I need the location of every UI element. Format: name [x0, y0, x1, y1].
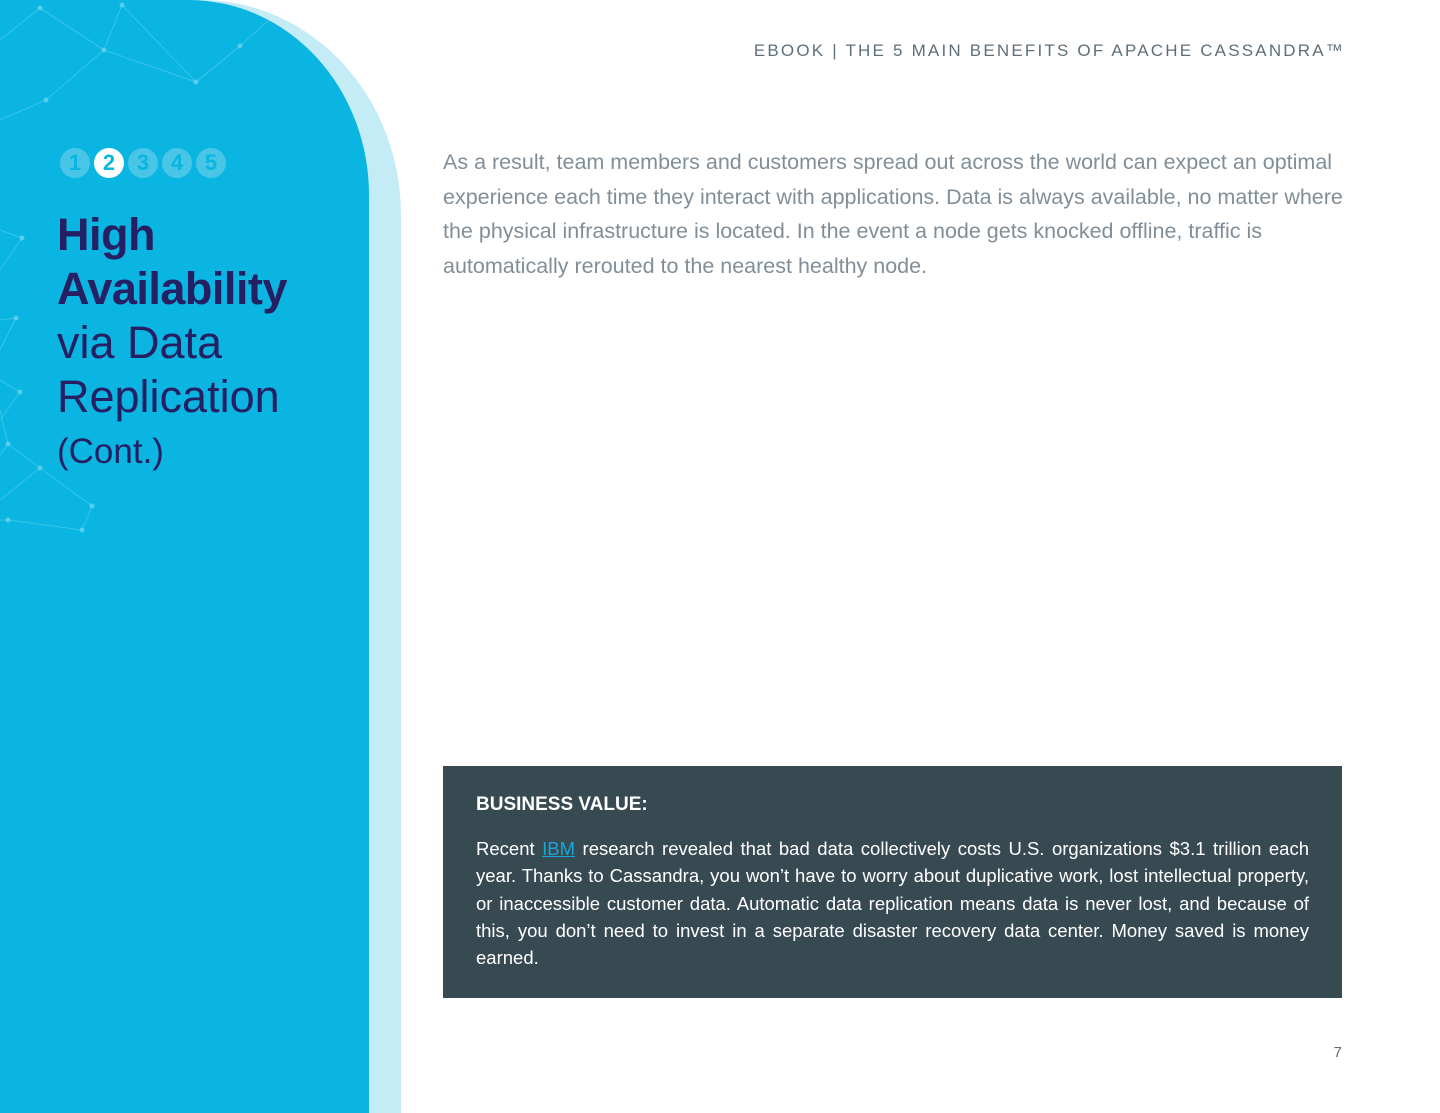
business-value-text — [476, 835, 1309, 971]
step-3-icon[interactable]: 3 — [128, 148, 158, 178]
section-title-line-1: High — [57, 209, 155, 260]
ebook-header: EBOOK | THE 5 MAIN BENEFITS OF APACHE CASSANDRA™ — [753, 41, 1345, 60]
business-value-heading: BUSINESS VALUE: — [476, 794, 648, 815]
ibm-link[interactable]: IBM — [542, 838, 576, 859]
section-title-line-2: Availability — [57, 263, 287, 314]
step-5-icon[interactable]: 5 — [196, 148, 226, 178]
chapter-step-indicator — [60, 148, 226, 178]
section-title-continued: (Cont.) — [57, 432, 164, 471]
body-paragraph: As a result, team members and customers spread out across the world can expect an optimal experience each time they interact with applications. Data is always available, no matter where the physical infrastructure is located. In the event a node gets knocked offline, traffic is automatically rerouted to the nearest healthy node. — [443, 150, 1343, 278]
business-value-text-start: Recent — [476, 838, 543, 859]
business-value-box — [443, 766, 1342, 998]
step-2-icon[interactable]: 2 — [94, 148, 124, 178]
step-1-icon[interactable]: 1 — [60, 148, 90, 178]
step-4-icon[interactable]: 4 — [162, 148, 192, 178]
page-number: 7 — [1333, 1044, 1342, 1061]
side-panel — [0, 0, 369, 1113]
business-value-text-end: research revealed that bad data collectively costs U.S. organizations $3.1 trillion each year. Thanks to Cassandra, you won’t have to worry about duplicative work, lost intellectual property, or inaccessible customer data. Automatic data replication means data is never lost, and because of this, you don’t need to invest in a separate disaster recovery data center. Money saved is money earned. — [476, 838, 1309, 969]
section-title-line-4: Replication — [57, 371, 280, 422]
section-title — [57, 208, 287, 480]
section-title-line-3: via Data — [57, 317, 223, 368]
